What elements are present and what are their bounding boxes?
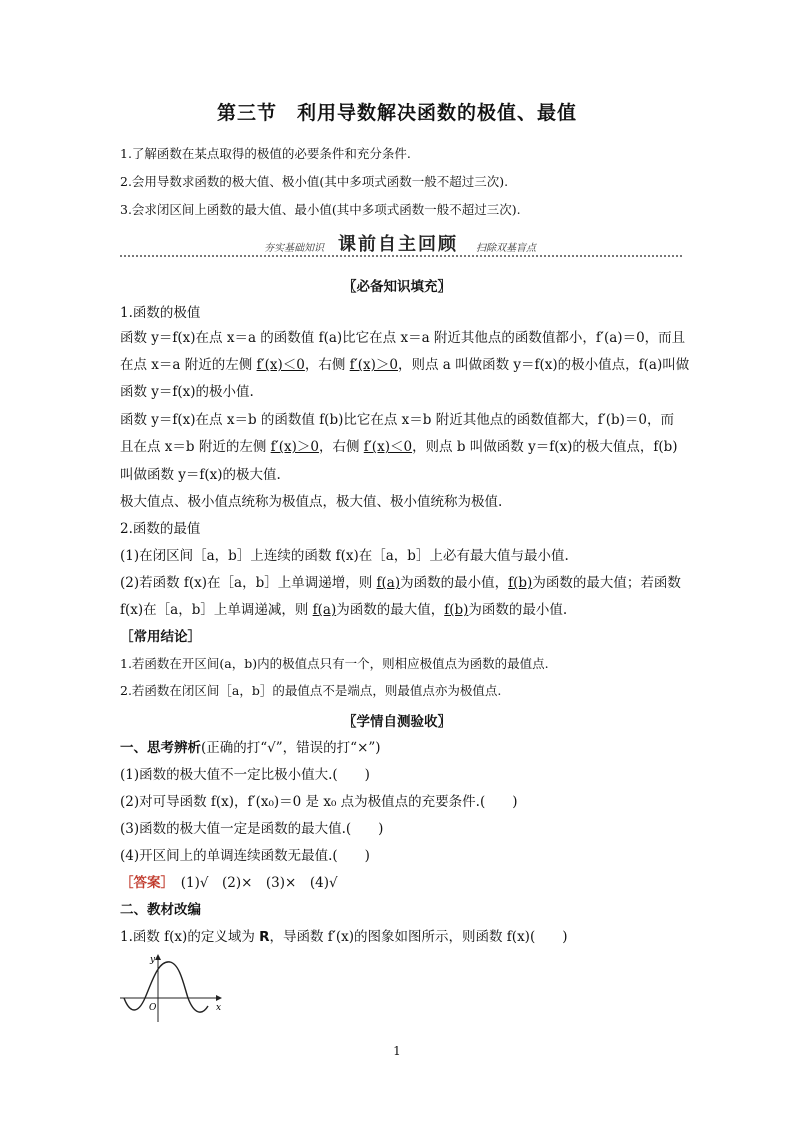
text-span: f(x)在［a，b］上单调递减，则	[120, 602, 313, 618]
paragraph-min-line3: 函数 y＝f(x)的极小值.	[120, 384, 254, 400]
underlined-term: f′(x)＞0	[349, 357, 398, 373]
text-span: (2)若函数 f(x)在［a，b］上单调递增，则	[120, 575, 377, 591]
text-span: 为函数的最大值，	[336, 602, 445, 618]
y-axis-arrow-icon	[155, 954, 161, 960]
point-2-line1	[120, 573, 681, 593]
underlined-term: f(b)	[444, 602, 469, 618]
answer-line	[120, 873, 338, 893]
objective-2: 2.会用导数求函数的极大值、极小值(其中多项式函数一般不超过三次).	[120, 174, 509, 189]
paragraph-min-line1: 函数 y＝f(x)在点 x＝a 的函数值 f(a)比它在点 x＝a 附近其他点的函数值都小，f′(a)＝0，而且	[120, 330, 686, 346]
underlined-term: f′(x)＜0	[256, 357, 305, 373]
text-span: 为函数的最大值；若函数	[532, 575, 681, 591]
objective-3: 3.会求闭区间上函数的最大值、最小值(其中多项式函数一般不超过三次).	[120, 202, 521, 217]
point-2-line2	[120, 600, 567, 620]
banner-main-title: 课前自主回顾	[338, 234, 458, 255]
text-span: 1.函数 f(x)的定义域为	[120, 929, 260, 945]
answer-text: (1)√ (2)× (3)× (4)√	[167, 875, 338, 891]
section-heading-selftest: 〖学情自测验收〗	[343, 714, 451, 730]
y-axis-label: y	[150, 955, 156, 965]
paragraph-summary: 极大值点、极小值点统称为极值点，极大值、极小值统称为极值.	[120, 494, 503, 510]
banner-left-caption: 夯实基础知识	[264, 243, 324, 254]
x-axis-arrow-icon	[216, 995, 222, 1001]
text-span: ，右侧	[318, 439, 364, 455]
conclusion-1: 1.若函数在开区间(a，b)内的极值点只有一个，则相应极值点为函数的最值点.	[120, 656, 549, 671]
judgement-item-2: (2)对可导函数 f(x)，f′(x₀)＝0 是 x₀ 点为极值点的充要条件.( )	[120, 794, 518, 810]
heading-judgement-note: (正确的打“√”，错误的打“×”)	[201, 740, 381, 756]
derivative-curve	[124, 962, 208, 1012]
heading-textbook: 二、教材改编	[120, 902, 201, 918]
section-title: 第三节 利用导数解决函数的极值、最值	[216, 102, 577, 124]
heading-extremum: 1.函数的极值	[120, 305, 201, 321]
text-span: 在点 x＝a 附近的左侧	[120, 357, 257, 373]
conclusion-2: 2.若函数在闭区间［a，b］的最值点不是端点，则最值点亦为极值点.	[120, 683, 502, 698]
banner-divider	[120, 255, 682, 261]
origin-label: O	[149, 1003, 157, 1013]
paragraph-max-line2	[120, 437, 678, 457]
text-span: ，右侧	[304, 357, 350, 373]
heading-conclusions: ［常用结论］	[120, 629, 201, 645]
paragraph-min-line2	[120, 355, 689, 375]
x-axis-label: x	[216, 1003, 222, 1013]
text-span: 为函数的最小值.	[468, 602, 568, 618]
judgement-item-3: (3)函数的极大值一定是函数的最大值.( )	[120, 821, 384, 837]
underlined-term: f′(x)＜0	[363, 439, 413, 455]
question-1	[120, 927, 567, 947]
heading-judgement-title: 一、思考辨析	[120, 740, 201, 756]
chapter-banner	[120, 228, 682, 260]
text-span: ，则点 a 叫做函数 y＝f(x)的极小值点，f(a)叫做	[397, 357, 690, 373]
set-r: R	[259, 929, 270, 945]
page-number: 1	[393, 1044, 401, 1058]
banner-right-caption: 扫除双基盲点	[476, 243, 536, 254]
text-span: ，导函数 f′(x)的图象如图所示，则函数 f(x)( )	[269, 929, 568, 945]
answer-label: ［答案］	[120, 875, 168, 891]
derivative-graph	[118, 952, 222, 1024]
section-heading-knowledge: 〖必备知识填充〗	[343, 279, 451, 295]
underlined-term: f(a)	[312, 602, 337, 618]
underlined-term: f(b)	[508, 575, 533, 591]
paragraph-max-line1: 函数 y＝f(x)在点 x＝b 的函数值 f(b)比它在点 x＝b 附近其他点的函数值都大，f′(b)＝0，而	[120, 412, 675, 428]
objective-1: 1.了解函数在某点取得的极值的必要条件和充分条件.	[120, 146, 411, 161]
heading-judgement	[120, 738, 381, 758]
judgement-item-1: (1)函数的极大值不一定比极小值大.( )	[120, 767, 370, 783]
text-span: ，则点 b 叫做函数 y＝f(x)的极大值点，f(b)	[412, 439, 678, 455]
text-span: 且在点 x＝b 附近的左侧	[120, 439, 271, 455]
paragraph-max-line3: 叫做函数 y＝f(x)的极大值.	[120, 467, 281, 483]
underlined-term: f(a)	[376, 575, 401, 591]
heading-optimum: 2.函数的最值	[120, 521, 201, 537]
text-span: 为函数的最小值，	[400, 575, 509, 591]
point-1: (1)在闭区间［a，b］上连续的函数 f(x)在［a，b］上必有最大值与最小值.	[120, 548, 569, 564]
underlined-term: f′(x)＞0	[270, 439, 319, 455]
judgement-item-4: (4)开区间上的单调连续函数无最值.( )	[120, 848, 370, 864]
